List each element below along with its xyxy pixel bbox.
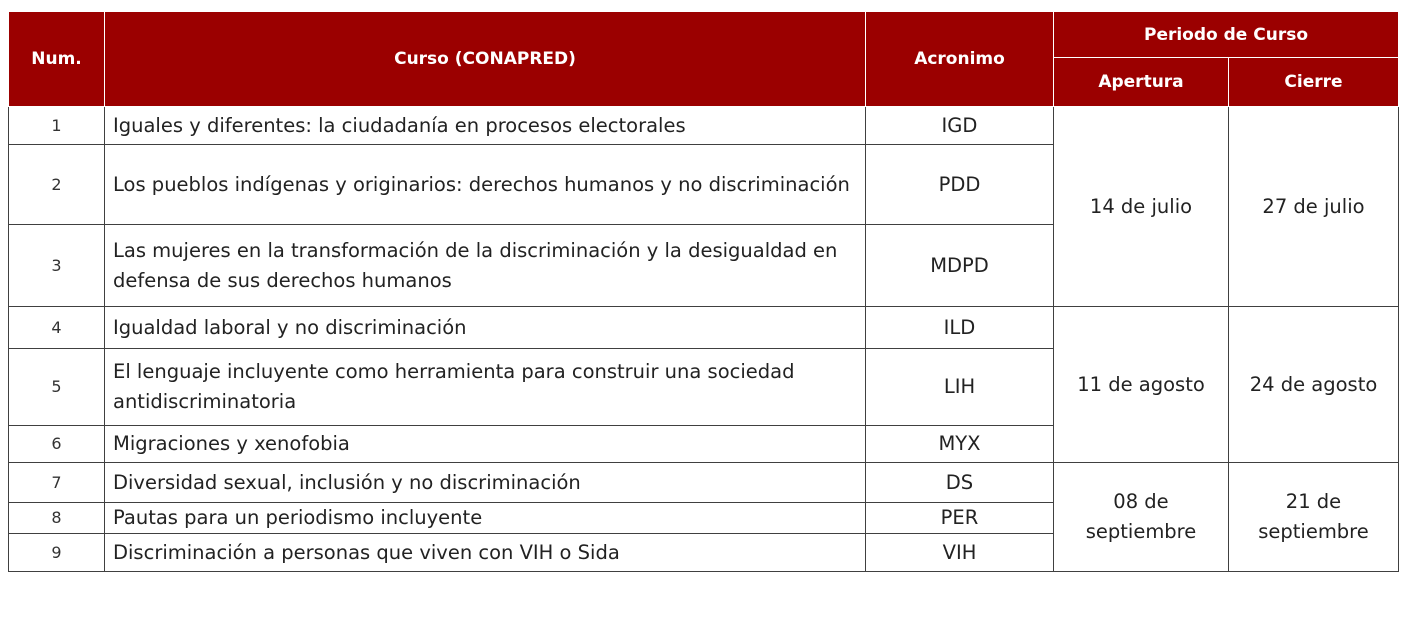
header-cierre: Cierre — [1229, 58, 1399, 107]
course-name: Las mujeres en la transformación de la discriminación y la desigualdad en defensa de sus derechos humanos — [105, 225, 866, 307]
period-closing: 24 de agosto — [1229, 307, 1399, 463]
course-acronym: PDD — [866, 145, 1054, 225]
header-num: Num. — [9, 12, 105, 107]
row-num: 2 — [9, 145, 105, 225]
row-num: 7 — [9, 463, 105, 503]
course-name: Los pueblos indígenas y originarios: derechos humanos y no discriminación — [105, 145, 866, 225]
row-num: 4 — [9, 307, 105, 349]
courses-table — [8, 11, 1399, 572]
header-curso: Curso (CONAPRED) — [105, 12, 866, 107]
row-num: 9 — [9, 534, 105, 572]
row-num: 8 — [9, 503, 105, 534]
period-opening: 11 de agosto — [1054, 307, 1229, 463]
table-row — [9, 307, 1399, 349]
row-num: 1 — [9, 107, 105, 145]
course-name: Igualdad laboral y no discriminación — [105, 307, 866, 349]
row-num: 3 — [9, 225, 105, 307]
row-num: 6 — [9, 426, 105, 463]
course-name: El lenguaje incluyente como herramienta para construir una sociedad antidiscriminatoria — [105, 349, 866, 426]
course-name: Pautas para un periodismo incluyente — [105, 503, 866, 534]
header-apertura: Apertura — [1054, 58, 1229, 107]
course-acronym: MDPD — [866, 225, 1054, 307]
course-name: Migraciones y xenofobia — [105, 426, 866, 463]
table-row — [9, 463, 1399, 503]
course-acronym: LIH — [866, 349, 1054, 426]
header-periodo: Periodo de Curso — [1054, 12, 1399, 58]
course-acronym: PER — [866, 503, 1054, 534]
course-acronym: ILD — [866, 307, 1054, 349]
period-closing: 21 de septiembre — [1229, 463, 1399, 572]
course-acronym: IGD — [866, 107, 1054, 145]
row-num: 5 — [9, 349, 105, 426]
course-name: Diversidad sexual, inclusión y no discriminación — [105, 463, 866, 503]
period-opening: 08 de septiembre — [1054, 463, 1229, 572]
period-opening: 14 de julio — [1054, 107, 1229, 307]
table-row — [9, 107, 1399, 145]
course-name: Iguales y diferentes: la ciudadanía en procesos electorales — [105, 107, 866, 145]
header-acronimo: Acronimo — [866, 12, 1054, 107]
course-acronym: VIH — [866, 534, 1054, 572]
period-closing: 27 de julio — [1229, 107, 1399, 307]
course-name: Discriminación a personas que viven con VIH o Sida — [105, 534, 866, 572]
course-acronym: DS — [866, 463, 1054, 503]
course-acronym: MYX — [866, 426, 1054, 463]
